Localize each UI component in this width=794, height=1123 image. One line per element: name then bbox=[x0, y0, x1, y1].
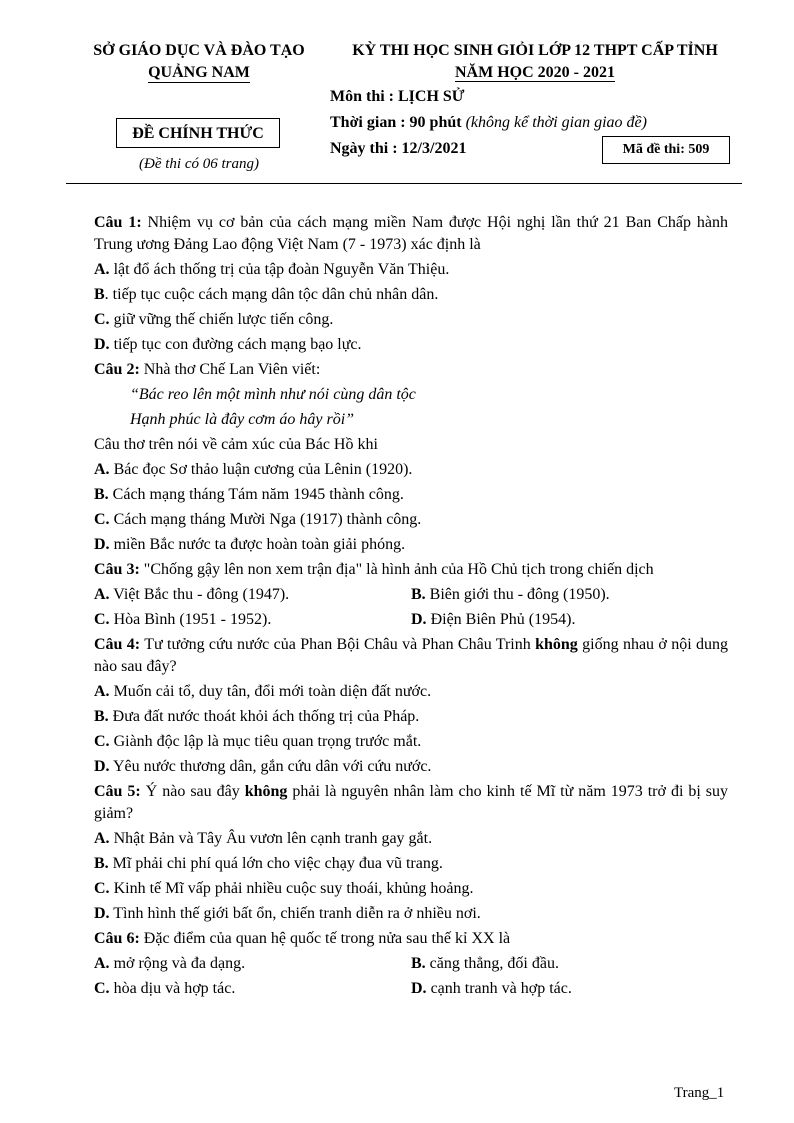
option-key: B. bbox=[94, 855, 109, 872]
option-text: Điện Biên Phủ (1954). bbox=[426, 611, 576, 628]
question-1-option-a bbox=[94, 259, 728, 281]
option-key: D. bbox=[94, 905, 110, 922]
option-key: B bbox=[94, 286, 105, 303]
question-6-option-c bbox=[94, 978, 411, 1000]
date-line bbox=[330, 140, 466, 158]
subject-value: LỊCH SỬ bbox=[398, 88, 465, 105]
question-2-option-a bbox=[94, 459, 728, 481]
option-text: Biên giới thu - đông (1950). bbox=[425, 586, 610, 603]
question-1-option-c bbox=[94, 309, 728, 331]
poem-line-1: “Bác reo lên một mình như nói cùng dân tộc bbox=[130, 386, 416, 403]
question-2-stem bbox=[94, 359, 728, 381]
question-text: "Chống gậy lên non xem trận địa" là hình ảnh của Hồ Chủ tịch trong chiến dịch bbox=[139, 561, 654, 578]
option-key: D. bbox=[411, 611, 427, 628]
question-6-stem bbox=[94, 928, 728, 950]
question-3-option-c bbox=[94, 609, 411, 631]
option-text: cạnh tranh và hợp tác. bbox=[426, 980, 572, 997]
option-text: Cách mạng tháng Mười Nga (1917) thành công. bbox=[109, 511, 422, 528]
department-name: SỞ GIÁO DỤC VÀ ĐÀO TẠO bbox=[93, 42, 305, 59]
time-note: (không kể thời gian giao đề) bbox=[465, 114, 647, 131]
question-3-option-b bbox=[411, 584, 728, 606]
option-key: D. bbox=[94, 336, 110, 353]
question-5-option-a bbox=[94, 828, 728, 850]
option-key: D. bbox=[94, 758, 110, 775]
question-4-option-a bbox=[94, 681, 728, 703]
issuer-block bbox=[66, 40, 332, 84]
option-key: A. bbox=[94, 261, 110, 278]
header-divider bbox=[66, 183, 742, 184]
option-text: tiếp tục con đường cách mạng bạo lực. bbox=[109, 336, 362, 353]
question-list bbox=[94, 212, 728, 1003]
option-text: Việt Bắc thu - đông (1947). bbox=[109, 586, 290, 603]
option-key: B. bbox=[94, 708, 109, 725]
question-text: Tư tưởng cứu nước của Phan Bội Châu và Phan Châu Trinh bbox=[140, 636, 536, 653]
question-label: Câu 4: bbox=[94, 636, 141, 653]
option-text: Bác đọc Sơ thảo luận cương của Lênin (1920). bbox=[109, 461, 413, 478]
emphasis-word: không bbox=[244, 783, 288, 800]
exam-title-block bbox=[330, 40, 740, 84]
option-key: B. bbox=[94, 486, 109, 503]
option-key: A. bbox=[94, 683, 110, 700]
option-key: C. bbox=[94, 880, 110, 897]
option-key: A. bbox=[94, 955, 110, 972]
poem-line-2: Hạnh phúc là đây cơm áo hây rồi” bbox=[130, 411, 355, 428]
question-6-options-row-2 bbox=[94, 978, 728, 1000]
option-text: Muốn cải tổ, duy tân, đổi mới toàn diện đất nước. bbox=[109, 683, 432, 700]
option-text: Yêu nước thương dân, gắn cứu dân với cứu nước. bbox=[109, 758, 432, 775]
page-count-note: (Đề thi có 06 trang) bbox=[139, 156, 259, 172]
school-year-text: NĂM HỌC 2020 - 2021 bbox=[455, 64, 615, 81]
subject-line bbox=[330, 88, 465, 106]
question-3-options-row-2 bbox=[94, 609, 728, 631]
question-1-option-b bbox=[94, 284, 728, 306]
question-2-prompt: Câu thơ trên nói về cảm xúc của Bác Hồ khi bbox=[94, 436, 378, 453]
question-label: Câu 5: bbox=[94, 783, 141, 800]
question-text: Nhiệm vụ cơ bản của cách mạng miền Nam được Hội nghị lần thứ 21 Ban Chấp hành Trung ương Đảng Lao động Việt Nam (7 - 1973) xác định là bbox=[94, 214, 728, 253]
school-year bbox=[330, 62, 740, 84]
time-label: Thời gian : 90 phút bbox=[330, 114, 466, 131]
exam-title: KỲ THI HỌC SINH GIỎI LỚP 12 THPT CẤP TỈNH bbox=[352, 42, 718, 59]
option-text: lật đổ ách thống trị của tập đoàn Nguyễn Văn Thiệu. bbox=[109, 261, 450, 278]
option-key: A. bbox=[94, 586, 110, 603]
exam-code-box: Mã đề thi: 509 bbox=[602, 136, 730, 164]
option-text: căng thẳng, đối đầu. bbox=[425, 955, 559, 972]
question-6-option-d bbox=[411, 978, 728, 1000]
option-text: Cách mạng tháng Tám năm 1945 thành công. bbox=[108, 486, 404, 503]
question-text: Đặc điểm của quan hệ quốc tế trong nửa sau thế kỉ XX là bbox=[139, 930, 511, 947]
option-key: A. bbox=[94, 461, 110, 478]
question-3-option-d bbox=[411, 609, 728, 631]
question-4-stem bbox=[94, 634, 728, 678]
question-1-option-d bbox=[94, 334, 728, 356]
question-5-stem bbox=[94, 781, 728, 825]
option-key: D. bbox=[411, 980, 427, 997]
question-4-option-c bbox=[94, 731, 728, 753]
option-text: Tình hình thế giới bất ổn, chiến tranh diễn ra ở nhiều nơi. bbox=[109, 905, 481, 922]
page-number: Trang_1 bbox=[674, 1085, 725, 1101]
question-4-option-d bbox=[94, 756, 728, 778]
official-exam-label: ĐỀ CHÍNH THỨC bbox=[116, 118, 280, 148]
question-6-option-b bbox=[411, 953, 728, 975]
province-name bbox=[148, 62, 250, 84]
option-text: Nhật Bản và Tây Âu vươn lên cạnh tranh gay gắt. bbox=[109, 830, 433, 847]
option-key: C. bbox=[94, 311, 110, 328]
option-text: Hòa Bình (1951 - 1952). bbox=[109, 611, 272, 628]
question-2-option-c bbox=[94, 509, 728, 531]
time-line bbox=[330, 114, 647, 132]
option-key: B. bbox=[411, 955, 426, 972]
option-key: C. bbox=[94, 511, 110, 528]
option-key: C. bbox=[94, 611, 110, 628]
question-text: phải là nguyên nhân làm cho kinh tế Mĩ từ năm 1973 trở đi bị suy giảm? bbox=[94, 783, 728, 822]
question-text: giống nhau ở nội dung nào sau đây? bbox=[94, 636, 729, 675]
option-text: giữ vững thế chiến lược tiến công. bbox=[109, 311, 334, 328]
province-name-text: QUẢNG NAM bbox=[148, 64, 250, 81]
exam-date: Ngày thi : 12/3/2021 bbox=[330, 140, 467, 157]
question-text: Ý nào sau đây bbox=[140, 783, 245, 800]
emphasis-word: không bbox=[535, 636, 578, 653]
question-5-option-b bbox=[94, 853, 728, 875]
question-6-option-a bbox=[94, 953, 411, 975]
option-key: C. bbox=[94, 980, 110, 997]
option-key: B. bbox=[411, 586, 426, 603]
option-text: . tiếp tục cuộc cách mạng dân tộc dân chủ nhân dân. bbox=[104, 286, 439, 303]
question-3-option-a bbox=[94, 584, 411, 606]
question-label: Câu 1: bbox=[94, 214, 142, 231]
question-3-stem bbox=[94, 559, 728, 581]
option-text: Mĩ phải chi phí quá lớn cho việc chạy đua vũ trang. bbox=[108, 855, 443, 872]
question-label: Câu 6: bbox=[94, 930, 140, 947]
question-label: Câu 2: bbox=[94, 361, 140, 378]
option-text: mở rộng và đa dạng. bbox=[109, 955, 246, 972]
question-5-option-d bbox=[94, 903, 728, 925]
question-label: Câu 3: bbox=[94, 561, 140, 578]
option-text: Giành độc lập là mục tiêu quan trọng trước mắt. bbox=[109, 733, 422, 750]
question-5-option-c bbox=[94, 878, 728, 900]
question-3-options-row-1 bbox=[94, 584, 728, 606]
option-text: hòa dịu và hợp tác. bbox=[109, 980, 236, 997]
question-6-options-row-1 bbox=[94, 953, 728, 975]
question-2-option-d bbox=[94, 534, 728, 556]
option-text: Đưa đất nước thoát khỏi ách thống trị của Pháp. bbox=[108, 708, 420, 725]
question-1-stem bbox=[94, 212, 728, 256]
option-key: A. bbox=[94, 830, 110, 847]
subject-label: Môn thi : bbox=[330, 88, 398, 105]
question-text: Nhà thơ Chế Lan Viên viết: bbox=[139, 361, 321, 378]
option-text: miền Bắc nước ta được hoàn toàn giải phóng. bbox=[109, 536, 406, 553]
option-key: D. bbox=[94, 536, 110, 553]
option-key: C. bbox=[94, 733, 110, 750]
question-2-option-b bbox=[94, 484, 728, 506]
option-text: Kinh tế Mĩ vấp phải nhiều cuộc suy thoái, khủng hoảng. bbox=[109, 880, 474, 897]
question-4-option-b bbox=[94, 706, 728, 728]
